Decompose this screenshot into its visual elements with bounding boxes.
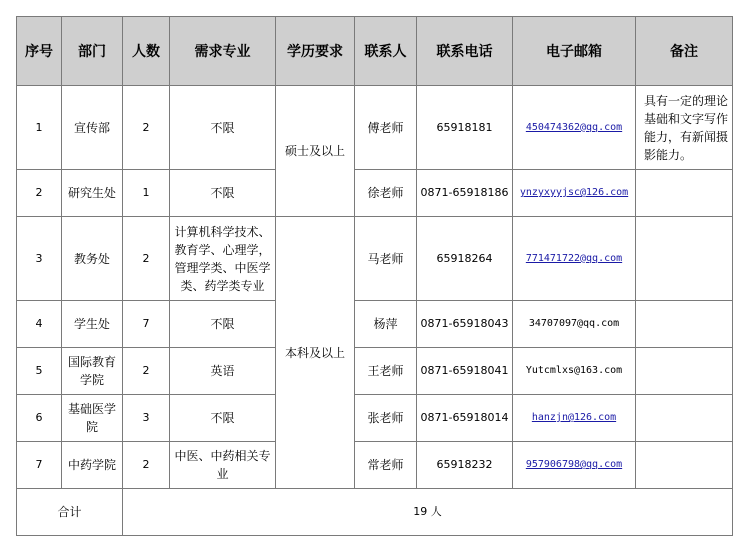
header-major: 需求专业 xyxy=(170,17,276,86)
header-email: 电子邮箱 xyxy=(513,17,636,86)
cell-phone: 0871-65918043 xyxy=(417,301,513,348)
cell-contact: 常老师 xyxy=(355,442,417,489)
cell-no: 5 xyxy=(17,348,62,395)
header-note: 备注 xyxy=(636,17,733,86)
cell-contact: 杨萍 xyxy=(355,301,417,348)
cell-phone: 65918181 xyxy=(417,86,513,170)
header-count: 人数 xyxy=(123,17,170,86)
table-row xyxy=(17,395,733,442)
cell-count: 2 xyxy=(123,217,170,301)
cell-no: 2 xyxy=(17,170,62,217)
cell-phone: 0871-65918186 xyxy=(417,170,513,217)
header-row xyxy=(17,17,733,86)
cell-contact: 王老师 xyxy=(355,348,417,395)
cell-note xyxy=(636,301,733,348)
cell-major: 不限 xyxy=(170,395,276,442)
total-label: 合计 xyxy=(17,489,123,536)
cell-email xyxy=(513,217,636,301)
cell-note xyxy=(636,348,733,395)
cell-count: 2 xyxy=(123,86,170,170)
recruitment-table-container xyxy=(16,16,733,536)
email-link[interactable]: ynzyxyyjsc@126.com xyxy=(519,187,629,198)
cell-phone: 65918264 xyxy=(417,217,513,301)
cell-count: 2 xyxy=(123,348,170,395)
header-contact: 联系人 xyxy=(355,17,417,86)
cell-phone: 0871-65918041 xyxy=(417,348,513,395)
cell-note: 具有一定的理论基础和文字写作能力，有新闻摄影能力。 xyxy=(636,86,733,170)
cell-no: 1 xyxy=(17,86,62,170)
email-link[interactable]: hanzjn@126.com xyxy=(531,412,617,423)
cell-email xyxy=(513,170,636,217)
cell-email: 34707097@qq.com xyxy=(513,301,636,348)
cell-major: 计算机科学技术、教育学、心理学，管理学类、中医学类、药学类专业 xyxy=(170,217,276,301)
cell-email xyxy=(513,86,636,170)
cell-no: 7 xyxy=(17,442,62,489)
cell-note xyxy=(636,442,733,489)
header-education: 学历要求 xyxy=(276,17,355,86)
table-row xyxy=(17,86,733,170)
cell-contact: 马老师 xyxy=(355,217,417,301)
cell-major: 英语 xyxy=(170,348,276,395)
cell-count: 2 xyxy=(123,442,170,489)
header-phone: 联系电话 xyxy=(417,17,513,86)
cell-note xyxy=(636,217,733,301)
cell-major: 中医、中药相关专业 xyxy=(170,442,276,489)
cell-dept: 中药学院 xyxy=(62,442,123,489)
email-link[interactable]: 957906798@qq.com xyxy=(525,459,623,470)
cell-note xyxy=(636,170,733,217)
cell-education-master: 硕士及以上 xyxy=(276,86,355,217)
cell-education-bachelor: 本科及以上 xyxy=(276,217,355,489)
cell-major: 不限 xyxy=(170,86,276,170)
header-no: 序号 xyxy=(17,17,62,86)
cell-dept: 宣传部 xyxy=(62,86,123,170)
cell-count: 7 xyxy=(123,301,170,348)
cell-no: 6 xyxy=(17,395,62,442)
cell-contact: 张老师 xyxy=(355,395,417,442)
cell-count: 1 xyxy=(123,170,170,217)
cell-contact: 傅老师 xyxy=(355,86,417,170)
header-dept: 部门 xyxy=(62,17,123,86)
cell-dept: 基础医学院 xyxy=(62,395,123,442)
email-link[interactable]: 771471722@qq.com xyxy=(525,252,623,264)
total-value: 19 人 xyxy=(123,489,733,536)
cell-no: 4 xyxy=(17,301,62,348)
cell-dept: 国际教育学院 xyxy=(62,348,123,395)
email-link[interactable]: 450474362@qq.com xyxy=(525,121,623,133)
recruitment-table xyxy=(16,16,733,536)
cell-phone: 65918232 xyxy=(417,442,513,489)
cell-email xyxy=(513,395,636,442)
table-row xyxy=(17,217,733,301)
table-row xyxy=(17,170,733,217)
table-row xyxy=(17,442,733,489)
cell-contact: 徐老师 xyxy=(355,170,417,217)
cell-no: 3 xyxy=(17,217,62,301)
total-row xyxy=(17,489,733,536)
cell-email xyxy=(513,442,636,489)
table-row xyxy=(17,348,733,395)
cell-note xyxy=(636,395,733,442)
cell-major: 不限 xyxy=(170,301,276,348)
cell-count: 3 xyxy=(123,395,170,442)
table-row xyxy=(17,301,733,348)
cell-dept: 研究生处 xyxy=(62,170,123,217)
cell-email: Yutcmlxs@163.com xyxy=(513,348,636,395)
cell-phone: 0871-65918014 xyxy=(417,395,513,442)
cell-major: 不限 xyxy=(170,170,276,217)
cell-dept: 教务处 xyxy=(62,217,123,301)
cell-dept: 学生处 xyxy=(62,301,123,348)
